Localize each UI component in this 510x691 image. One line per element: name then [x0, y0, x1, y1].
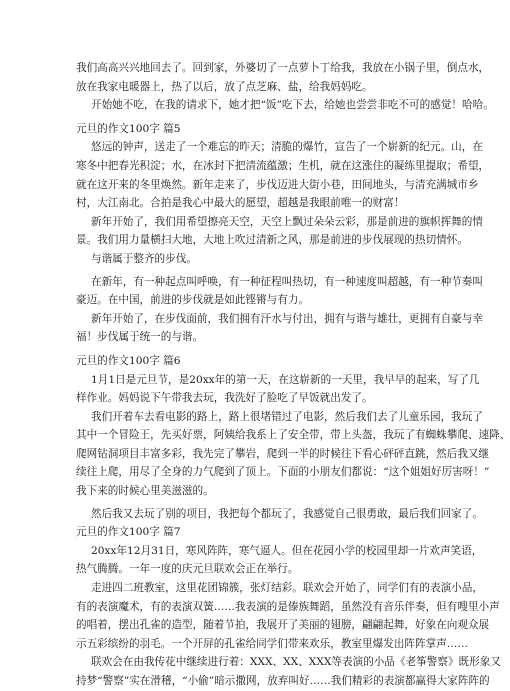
text-line: 我下来的时候心里美滋滋的。: [76, 485, 214, 498]
text-line: 我们高高兴兴地回去了。回到家，外婆切了一点萝卜丁给我，我放在小锅子里，倒点水，: [76, 62, 490, 74]
text-line: 我们开着车去看电影的路上，路上很堵错过了电影，然后我们去了儿童乐园，我玩了: [91, 410, 483, 423]
section-heading: 元旦的作文100字 篇5: [76, 122, 181, 135]
text-line: 持梦“警察”实在滑稽，“小偷”暗示撒网，放弃叫好……我们精彩的表演都赢得大家阵阵的: [76, 675, 490, 687]
text-line: 走进四二班教室，这里花团锦簇，张灯结彩。联欢会开始了，同学们有的表演小品，: [91, 582, 483, 595]
text-line: 村，大江南北。合拍是我心中最大的愿望，超越是我眼前唯一的财富！: [76, 197, 405, 210]
text-line: 豪迈。在中国，前进的步伐就是如此铿锵与有力。: [76, 294, 310, 307]
text-line: 放在我家电暖器上，热了以后，放了点芝麻、盐，给我妈妈吃。: [76, 80, 373, 93]
text-line: 爬网钻洞项目丰富多彩，我先完了攀岩，爬到一半的时候往下看心砰砰直跳，然后我又继: [76, 447, 490, 460]
section-heading: 元旦的作文100字 篇6: [76, 354, 181, 367]
text-line: 续往上爬，用尽了全身的力气爬到了顶上。下面的小朋友们都说：“这个姐姐好厉害呀！”: [76, 466, 490, 479]
text-line: 联欢会在由我传花中继续进行着：XXX、XX、XXX等表演的小品《老筝警察》既形象又: [91, 656, 501, 669]
text-line: 元旦的作文100字 篇7: [76, 526, 181, 539]
text-line: 其中一个冒险王，先买好票，阿姨给我系上了安全带，带上头盔，我玩了有蜘蛛攀爬、速降、: [76, 429, 510, 442]
text-line: 20xx年12月31日，寒风阵阵，寒气逼人。但在花园小学的校园里却一片欢声笑语，: [91, 544, 483, 557]
text-line: 的唱着，摆出孔雀的造型，随着节拍，我展开了美丽的翅膀，翩翩起舞，好象在向观众展: [76, 619, 490, 632]
text-line: 样作业。妈妈说下午带我去玩，我洗好了脸吃了早饭就出发了。: [76, 392, 373, 405]
text-line: 福！步伐属于统一的与谐。: [76, 331, 204, 344]
document-body: [76, 59, 510, 691]
text-line: 新年开始了，在步伐面前，我们拥有汗水与付出，拥有与谐与雄壮，更拥有自豪与幸: [91, 312, 483, 325]
text-line: 热气腾腾。一年一度的庆元旦联欢会正在举行。: [76, 563, 299, 576]
text-line: 寒冬中把春光积淀；水，在冰封下把清流蕴激；生机，就在这涨住的凝练里提取；希望，: [76, 159, 490, 172]
text-line: 在新年，有一种起点叫呼唤，有一种征程叫热切，有一种速度叫超越，有一种节奏叫: [91, 275, 483, 288]
text-line: 与谐属于整齐的步伐。: [91, 252, 197, 265]
text-line: 新年开始了，我们用希望擦亮天空，天空上飘过朵朵云彩，那是前进的旗帜挥舞的情: [91, 215, 483, 228]
text-line: 景。我们用力量横扫大地，大地上吹过清新之风，那是前进的步伐展现的热切情怀。: [76, 234, 468, 247]
text-line: 就在这开来的冬里焕然。新年走来了，步伐迈进大街小巷，田间地头，与清充满城市乡: [76, 178, 479, 191]
text-line: 开始她不吃，在我的请求下，她才把“饭”吃下去，给她也尝尝非吃不可的感觉！哈哈。: [91, 99, 494, 112]
text-line: 然后我又去玩了别的项目，我把每个都玩了，我感觉自己很勇敢，最后我们回家了。: [91, 507, 483, 520]
text-line: 有的表演魔术，有的表演双簧……我表演的是傣族舞蹈，虽然没有音乐伴奏，但有嗖里小声: [76, 600, 500, 613]
text-line: 示五彩缤纷的羽毛。一个开屏的孔雀给同学们带来欢乐，教室里爆发出阵阵掌声……: [76, 637, 468, 650]
text-line: 1月1日是元旦节，是20xx年的第一天，在这崭新的一天里，我早早的起来，写了几: [91, 373, 480, 386]
text-line: 悠远的钟声，送走了一个难忘的昨天；清脆的爆竹，宣告了一个崭新的纪元。山，在: [91, 141, 483, 154]
